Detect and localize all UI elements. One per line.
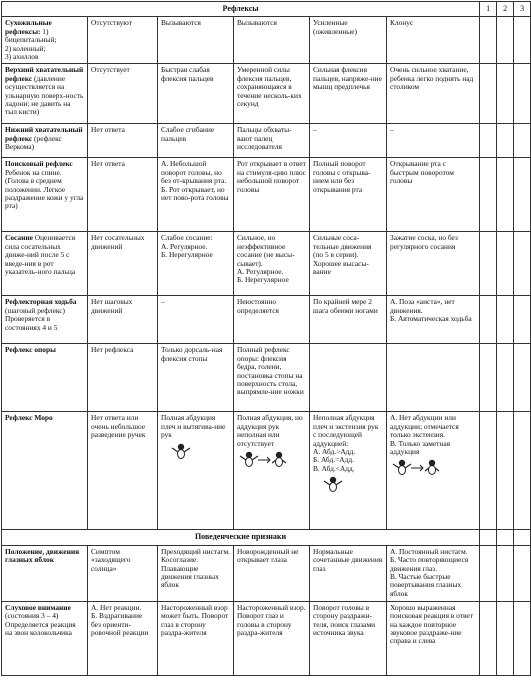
cell-line: Б. Нерегулярное <box>161 250 213 260</box>
table-row <box>2 158 531 232</box>
grade-cell-2 <box>158 545 234 601</box>
reflex-description: Ребенок на спине. (Голова в среднем положении. Легкое раздражение кожи у угла рта) <box>5 167 84 211</box>
grade-cell-1 <box>88 601 158 675</box>
score-cell[interactable] <box>480 17 497 64</box>
grade-cell-2 <box>158 17 234 64</box>
reflex-name: Сухожильные рефлексы: <box>5 18 52 36</box>
cell-line: По крайней мере 2 шага обеими ногами <box>313 297 378 315</box>
grade-cell-2 <box>158 64 234 124</box>
grade-cell-2 <box>158 412 234 530</box>
grade-cell-2 <box>158 344 234 412</box>
cell-line: – <box>161 297 165 307</box>
cell-line: Только дорсаль-ная флексия стопы <box>161 345 223 363</box>
reflex-name-cell <box>2 545 88 601</box>
reflex-name-cell <box>2 64 88 124</box>
cell-line: В. Абд.<Адд. <box>313 463 355 473</box>
cell-line: Нет ответа или очень небольшое разведение ручек <box>91 413 146 440</box>
grade-cell-2 <box>158 601 234 675</box>
reflex-description: 1) бицепитальный; 2) коленный; 3) ахиллов <box>5 26 57 62</box>
cell-line: Нет ответа <box>91 159 125 169</box>
grade-cell-3 <box>234 64 310 124</box>
grade-cell-4 <box>310 17 387 64</box>
score-cell[interactable] <box>497 545 514 601</box>
cell-line: Сильная флексия пальцев, напряже-ние мышц предплечья <box>313 65 382 92</box>
grade-cell-1 <box>88 232 158 296</box>
score-cell[interactable] <box>514 232 531 296</box>
reflex-name-cell <box>2 601 88 675</box>
score-cell <box>480 530 497 545</box>
grade-cell-1 <box>88 545 158 601</box>
cell-line: Слабое сосание: <box>161 233 213 243</box>
reflex-name-cell <box>2 232 88 296</box>
table-row <box>2 545 531 601</box>
grade-cell-4 <box>310 412 387 530</box>
cell-line: Симптом «заходящего солнца» <box>91 546 131 573</box>
table-row <box>2 344 531 412</box>
grade-cell-2 <box>158 124 234 158</box>
cell-line: Вызываются <box>237 18 277 28</box>
cell-line: Сильное, но неэффективное сосание (не высы-сывает). <box>237 233 295 268</box>
grade-cell-3 <box>234 296 310 344</box>
reflex-description: (шаговый рефлекс) Проверяется в состояниях 4 и 5 <box>5 305 66 332</box>
grade-cell-4 <box>310 545 387 601</box>
score-cell[interactable] <box>514 64 531 124</box>
cell-line: Слабое сгибание пальцев <box>161 125 215 143</box>
cell-line: А. Абд.>Адд. <box>313 447 356 457</box>
score-col-3: 3 <box>514 2 531 17</box>
grade-cell-3 <box>234 344 310 412</box>
reflex-name: Рефлекс опоры <box>5 345 56 355</box>
table-row <box>2 17 531 64</box>
grade-cell-4 <box>310 64 387 124</box>
cell-line: Преходящий нистагм. Косоглазие. Плавающие движения глазных яблок <box>161 546 230 590</box>
grade-cell-1 <box>88 124 158 158</box>
grade-cell-1 <box>88 64 158 124</box>
cell-line: Поворот головы в сторону раздражи-теля, поиск глазами источника звука <box>313 602 376 638</box>
cell-line: В. Частые быстрые повертывания глазных яблок <box>390 572 462 598</box>
score-cell[interactable] <box>497 601 514 675</box>
reflex-name: Поисковый рефлекс <box>5 159 73 169</box>
reflex-name: Положение, движения глазных яблок <box>5 546 80 565</box>
cell-line: Нет сосательных движений <box>91 233 145 251</box>
score-cell[interactable] <box>480 344 497 412</box>
score-cell[interactable] <box>514 412 531 530</box>
reflex-description: (рефлекс Веркома) <box>5 133 62 152</box>
cell-line: Полная абдукция, но аддукция рук неполная или отсутствует <box>237 413 303 448</box>
table-row <box>2 296 531 344</box>
cell-line: А. Поза «аиста», нет движения. <box>390 297 455 315</box>
cell-line: Б. Вздрагивание без ориенти-ровочной реакции <box>91 611 149 638</box>
cell-line: А. Нет реакции. <box>91 602 142 612</box>
section-title-reflexes: Рефлексы <box>2 2 480 17</box>
score-cell[interactable] <box>480 64 497 124</box>
cell-line: Б. Нерегулярное <box>237 275 289 285</box>
cell-line: Отсутствует <box>91 65 130 75</box>
score-cell[interactable] <box>497 158 514 232</box>
cell-line: Нет ответа <box>91 125 125 135</box>
cell-line: Б. Абд.=Адд. <box>313 455 354 465</box>
reflex-description: Оценивается сила сосательных движе-ний после 5 с введе-ния в рот указатель-ного пальца <box>5 233 76 277</box>
score-cell[interactable] <box>497 344 514 412</box>
moro-figure <box>313 475 383 493</box>
cell-line: Умеренной силы флексия пальцев, сохраняющаяся в течение несколь-ких секунд <box>237 65 302 109</box>
grade-cell-1 <box>88 412 158 530</box>
grade-cell-3 <box>234 158 310 232</box>
cell-line: Настороженный взор. Поворот глаз и головы в сторону раздра-жителя <box>237 602 306 638</box>
grade-cell-2 <box>158 158 234 232</box>
grade-cell-5 <box>387 232 480 296</box>
cell-line: – <box>390 125 394 135</box>
cell-line: Открывание рта с быстрым поворотом головы <box>390 159 454 186</box>
cell-line: А. Регулярное. <box>161 241 208 251</box>
cell-line: А. Постоянный нистагм. <box>390 546 468 556</box>
grade-cell-5 <box>387 601 480 675</box>
cell-line: Хорошо выраженная поисковая реакция в ответ на каждое повторное звуковое раздраже-ние справа и слева <box>390 602 473 646</box>
grade-cell-5 <box>387 344 480 412</box>
score-cell[interactable] <box>480 296 497 344</box>
grade-cell-5 <box>387 17 480 64</box>
reflex-name: Сосание <box>5 233 33 243</box>
reflex-name: Верхний хватательный рефлекс <box>5 65 84 83</box>
score-cell[interactable] <box>480 158 497 232</box>
grade-cell-4 <box>310 232 387 296</box>
cell-line: А. Небольшой поворот головы, но без от-крывания рта. <box>161 159 227 186</box>
score-cell[interactable] <box>497 17 514 64</box>
score-col-1: 1 <box>480 2 497 17</box>
cell-line: Очень сильное хватание, ребенка легко поднять над столиком <box>390 65 474 92</box>
grade-cell-5 <box>387 545 480 601</box>
cell-line: А. Регулярное. <box>237 267 284 277</box>
grade-cell-1 <box>88 17 158 64</box>
cell-line: В. Только заметная аддукция <box>390 438 451 457</box>
reflex-name-cell <box>2 344 88 412</box>
score-cell[interactable] <box>497 124 514 158</box>
moro-figure-icon <box>161 442 217 460</box>
score-cell[interactable] <box>480 412 497 530</box>
reflex-name-cell <box>2 17 88 64</box>
reflex-description: (давление осуществляется на ульнарную поверх-ность ладони; не давить на тыл кисти) <box>5 73 84 117</box>
section-row <box>2 530 531 545</box>
score-cell[interactable] <box>514 124 531 158</box>
cell-line: Клонус <box>390 18 414 28</box>
grade-cell-3 <box>234 412 310 530</box>
grade-cell-3 <box>234 17 310 64</box>
score-cell[interactable] <box>514 545 531 601</box>
cell-line: Отсутствуют <box>91 18 132 28</box>
score-cell[interactable] <box>497 296 514 344</box>
score-cell[interactable] <box>480 232 497 296</box>
score-cell[interactable] <box>480 124 497 158</box>
cell-line: Полный поворот головы с открыва-нием или без открывания рта <box>313 159 371 194</box>
table-row <box>2 232 531 296</box>
table-row <box>2 601 531 675</box>
grade-cell-5 <box>387 412 480 530</box>
table-row <box>2 124 531 158</box>
score-cell[interactable] <box>497 232 514 296</box>
cell-line: Сильные сосa-тельные движения (по 5 в серии). Хорошее высасы-вание <box>313 233 372 277</box>
score-cell[interactable] <box>514 158 531 232</box>
grade-cell-5 <box>387 158 480 232</box>
cell-line: Пальцы обхваты-вают палец исследователя <box>237 125 292 152</box>
grade-cell-1 <box>88 296 158 344</box>
score-cell <box>514 530 531 545</box>
score-cell[interactable] <box>514 296 531 344</box>
cell-line: – <box>313 125 317 135</box>
cell-line: Неюстоянно определяется <box>237 297 279 315</box>
score-cell <box>497 530 514 545</box>
grade-cell-4 <box>310 344 387 412</box>
moro-figure-icon <box>237 450 293 468</box>
grade-cell-3 <box>234 232 310 296</box>
section-title-behavior: Поведенческие признаки <box>2 530 480 545</box>
cell-line: Нет рефлекса <box>91 345 134 355</box>
grade-cell-1 <box>88 158 158 232</box>
grade-cell-5 <box>387 124 480 158</box>
reflex-name-cell <box>2 296 88 344</box>
score-cell[interactable] <box>514 344 531 412</box>
grade-cell-3 <box>234 545 310 601</box>
grade-cell-5 <box>387 64 480 124</box>
cell-line: Полная абдукция плеч и вытягива-ние рук <box>161 413 226 440</box>
cell-line: Нет шаговых движений <box>91 297 133 315</box>
reflex-name: Рефлекс Моро <box>5 413 53 423</box>
score-cell[interactable] <box>497 412 514 530</box>
header-row <box>2 2 531 17</box>
reflex-name: Нижний хватательный рефлекс <box>5 125 83 143</box>
grade-cell-1 <box>88 344 158 412</box>
score-cell[interactable] <box>480 601 497 675</box>
reflex-name-cell <box>2 158 88 232</box>
cell-line: Быстрая слабая флексия пальцев <box>161 65 214 83</box>
moro-figure <box>161 442 230 460</box>
score-cell[interactable] <box>514 17 531 64</box>
table-row <box>2 412 531 530</box>
score-cell[interactable] <box>480 545 497 601</box>
table-row <box>2 64 531 124</box>
reflex-name-cell <box>2 124 88 158</box>
moro-figure-icon <box>390 458 446 476</box>
reflex-assessment-table <box>1 1 531 676</box>
cell-line: Рот открывает в ответ на стимуля-цию плюс небольшой поворот головы <box>237 159 306 194</box>
grade-cell-4 <box>310 124 387 158</box>
grade-cell-2 <box>158 232 234 296</box>
reflex-name: Слуховое внимание <box>5 602 71 612</box>
cell-line: Настороженный взор может быть. Поворот глаз в сторону раздра-жителя <box>161 602 229 638</box>
cell-line: Б. Рот открывает, но нет пово-рота головы <box>161 184 229 203</box>
score-cell[interactable] <box>514 601 531 675</box>
grade-cell-3 <box>234 601 310 675</box>
reflex-name-cell <box>2 412 88 530</box>
cell-line: А. Нет абдукции или аддукции; отмечается только экстензия. <box>390 413 459 440</box>
reflex-description: (состояния 3 – 4) Определяется реакция на звон колокольчика <box>5 611 76 638</box>
grade-cell-4 <box>310 296 387 344</box>
cell-line: Б. Автоматическая ходьба <box>390 314 472 324</box>
moro-figure <box>237 450 306 468</box>
grade-cell-4 <box>310 601 387 675</box>
grade-cell-5 <box>387 296 480 344</box>
moro-figure-icon <box>313 475 369 493</box>
score-col-2: 2 <box>497 2 514 17</box>
cell-line: Полный рефлекс опоры: флексия бедра, голени, постановка стопы на поверхность стола, выпрямле-ние ножки <box>237 345 304 397</box>
grade-cell-4 <box>310 158 387 232</box>
cell-line: (оживленные) <box>313 26 358 36</box>
cell-line: Вызываются <box>161 18 201 28</box>
cell-line: Зажатие соска, но без регулярного сосания <box>390 233 458 251</box>
cell-line: Новорожденный не открывает глаза <box>237 546 299 565</box>
reflex-name: Рефлекторная ходьба <box>5 297 77 307</box>
grade-cell-2 <box>158 296 234 344</box>
cell-line: Неполная абдукция плеч и экстензия рук с последующей аддукцией: <box>313 413 379 448</box>
cell-line: Усиленные <box>313 18 348 28</box>
score-cell[interactable] <box>497 64 514 124</box>
cell-line: Б. Часто повторяющиеся движения глаз. <box>390 555 469 573</box>
moro-figure <box>390 458 476 476</box>
grade-cell-3 <box>234 124 310 158</box>
cell-line: Нормальные сочетанные движения глаз <box>313 546 383 573</box>
